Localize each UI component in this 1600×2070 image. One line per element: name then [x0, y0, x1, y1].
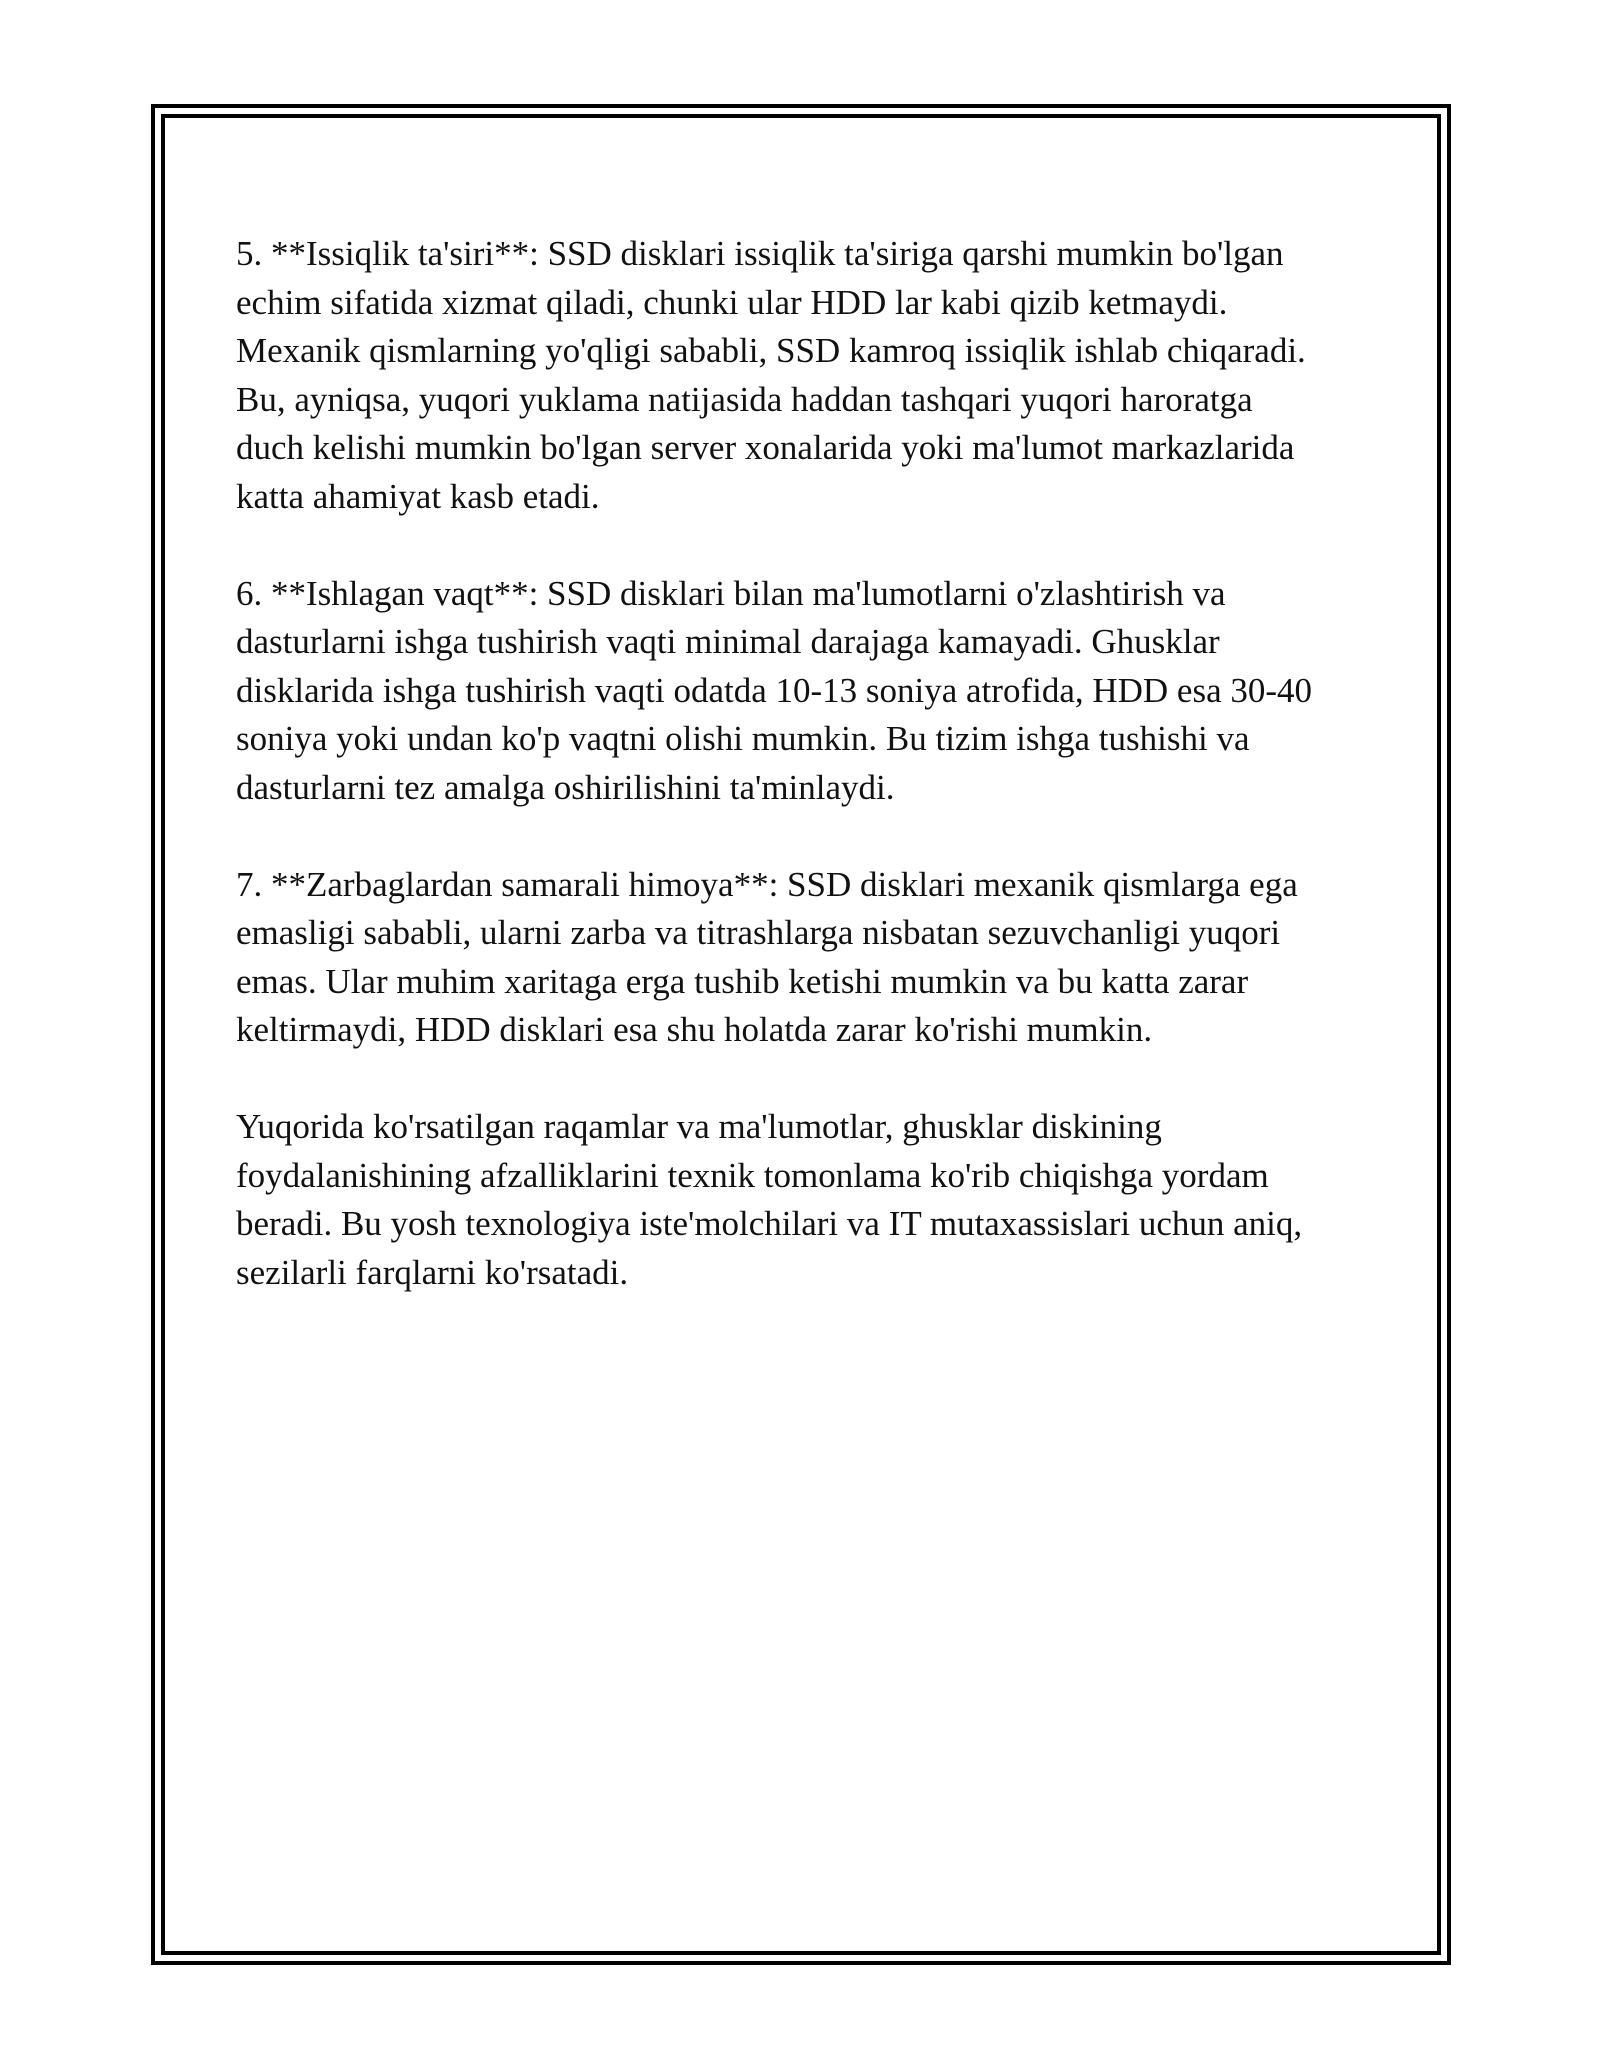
paragraph-conclusion: Yuqorida ko'rsatilgan raqamlar va ma'lumotlar, ghusklar diskining foydalanishining afzalliklarini texnik tomonlama ko'rib chiqishga yordam beradi. Bu yosh texnologiya iste'molchilari va IT mutaxassislari uchun aniq, sezilarli farqlarni ko'rsatadi.: [236, 1107, 1303, 1292]
document-body: [236, 230, 1376, 1346]
paragraph-zarba-himoya: 7. **Zarbaglardan samarali himoya**: SSD disklari mexanik qismlarga ega emasligi sababli, ularni zarba va titrashlarga nisbatan sezuvchanligi yuqori emas. Ular muhim xaritaga erga tushib ketishi mumkin va bu katta zarar keltirmaydi, HDD disklari esa shu holatda zarar ko'rishi mumkin.: [236, 864, 1298, 1049]
paragraph-ishlagan-vaqt: 6. **Ishlagan vaqt**: SSD disklari bilan ma'lumotlarni o'zlashtirish va dasturlarni ishga tushirish vaqti minimal darajaga kamayadi. Ghusklar disklarida ishga tushirish vaqti odatda 10-13 soniya atrofida, HDD esa 30-40 soniya yoki undan ko'p vaqtni olishi mumkin. Bu tizim ishga tushishi va dasturlarni tez amalga oshirilishini ta'minlaydi.: [236, 573, 1313, 807]
paragraph-issiqlik: 5. **Issiqlik ta'siri**: SSD disklari issiqlik ta'siriga qarshi mumkin bo'lgan echim sifatida xizmat qiladi, chunki ular HDD lar kabi qizib ketmaydi. Mexanik qismlarning yo'qligi sababli, SSD kamroq issiqlik ishlab chiqaradi. Bu, ayniqsa, yuqori yuklama natijasida haddan tashqari yuqori haroratga duch kelishi mumkin bo'lgan server xonalarida yoki ma'lumot markazlarida katta ahamiyat kasb etadi.: [236, 234, 1306, 516]
